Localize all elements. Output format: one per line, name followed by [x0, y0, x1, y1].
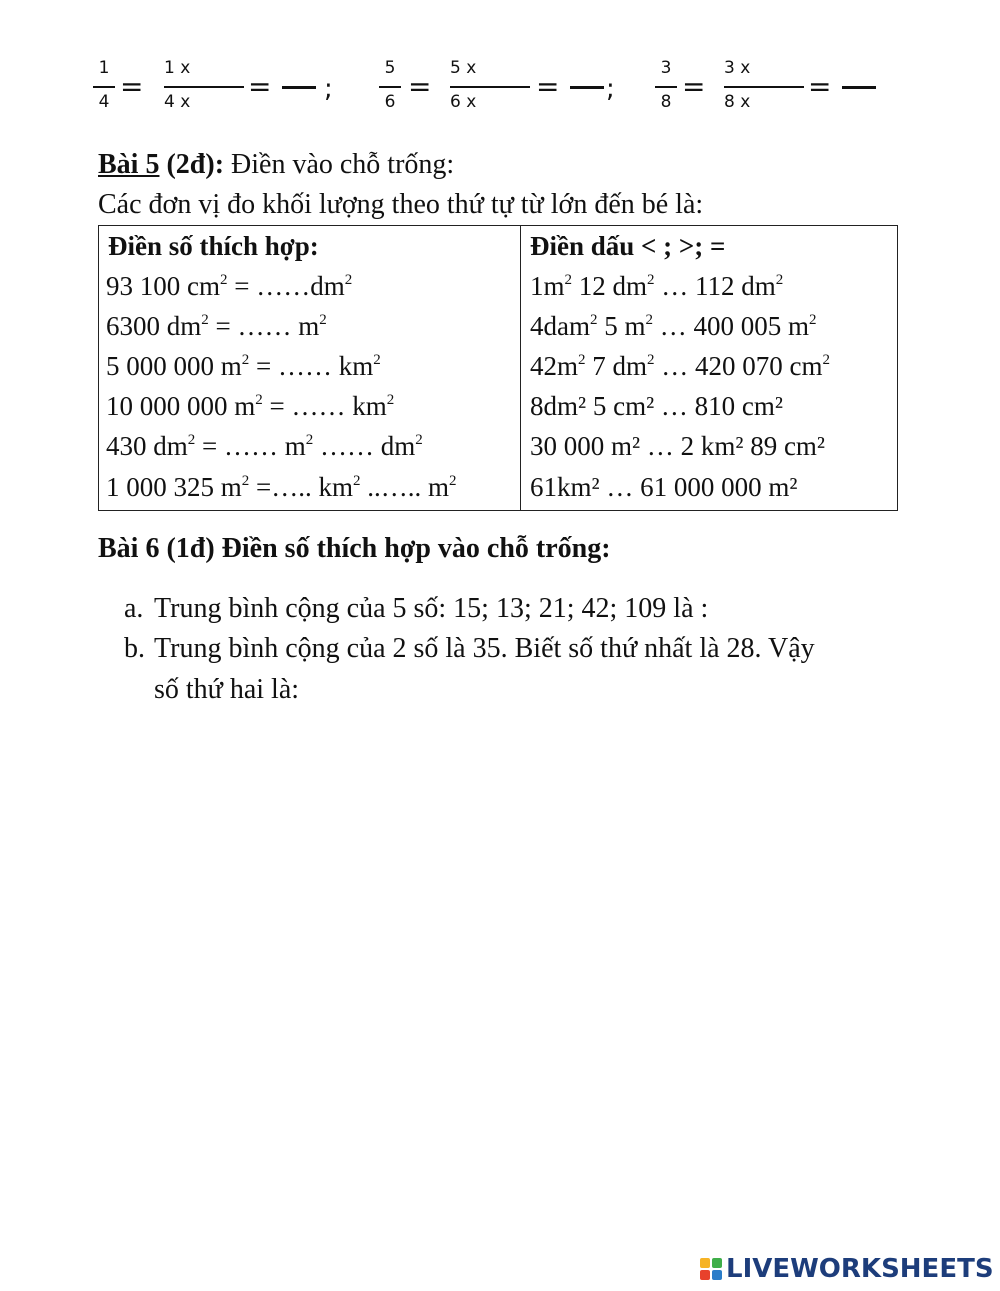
list-marker-b: b. [124, 633, 145, 664]
left-row-4[interactable]: 10 000 000 $m^2$ = …… $km^2$ [106, 391, 395, 421]
right-row-1[interactable]: $1m^2$ 12 $dm^2$ … 112 $dm^2$ [530, 271, 784, 301]
right-row-3[interactable]: $42m^2$ 7 $dm^2$ … 420 070 $cm^2$ [530, 351, 831, 381]
left-row-2[interactable]: 6300 $dm^2$ = …… $m^2$ [106, 311, 327, 341]
fraction-equation-2: 5 6 = 5 x 6 x = ; [370, 56, 630, 116]
left-row-3[interactable]: 5 000 000 $m^2$ = …… $km^2$ [106, 351, 381, 381]
answer-fraction-blank[interactable] [570, 86, 604, 89]
logo-mark-icon [700, 1258, 722, 1280]
bai5-heading: Bài 5 (2đ): Điền vào chỗ trống: [98, 149, 455, 180]
fraction-equation-1: 1 4 = 1 x 4 x = ; [84, 56, 344, 116]
answer-fraction-blank[interactable] [282, 86, 316, 89]
list-item-b-continued: số thứ hai là: [154, 674, 300, 705]
right-row-6[interactable]: 61km² … 61 000 000 m² [530, 472, 798, 502]
right-column-header: Điền dấu < ; >; = [530, 231, 726, 261]
left-column-header: Điền số thích hợp: [108, 231, 319, 261]
liveworksheets-logo [700, 1254, 994, 1284]
exercise-table [98, 225, 898, 511]
list-item-b: Trung bình cộng của 2 số là 35. Biết số thứ nhất là 28. Vậy [154, 633, 815, 664]
left-row-6[interactable]: 1 000 325 $m^2$ =….. $km^2$ ..….. $m^2$ [106, 472, 457, 502]
fraction-equation-3: 3 8 = 3 x 8 x = [646, 56, 896, 116]
right-row-5[interactable]: 30 000 m² … 2 km² 89 cm² [530, 431, 826, 461]
bai6-heading: Bài 6 (1đ) Điền số thích hợp vào chỗ trống: [98, 533, 611, 564]
column-divider [520, 226, 521, 510]
right-row-2[interactable]: 4dam$^2$ 5 $m^2$ … 400 005 $m^2$ [530, 311, 817, 341]
left-row-5[interactable]: 430 $dm^2$ = …… $m^2$ …… $dm^2$ [106, 431, 423, 461]
left-row-1[interactable]: 93 100 $cm^2$ = $\dots\dots dm^2$ [106, 271, 353, 301]
right-row-4[interactable]: 8dm² 5 cm² … 810 cm² [530, 391, 784, 421]
bai5-instruction: Các đơn vị đo khối lượng theo thứ tự từ lớn đến bé là: [98, 189, 704, 220]
answer-fraction-blank[interactable] [842, 86, 876, 89]
list-item-a: Trung bình cộng của 5 số: 15; 13; 21; 42; 109 là : [154, 593, 709, 624]
list-marker-a: a. [124, 593, 144, 624]
logo-text: LIVEWORKSHEETS [726, 1254, 994, 1284]
